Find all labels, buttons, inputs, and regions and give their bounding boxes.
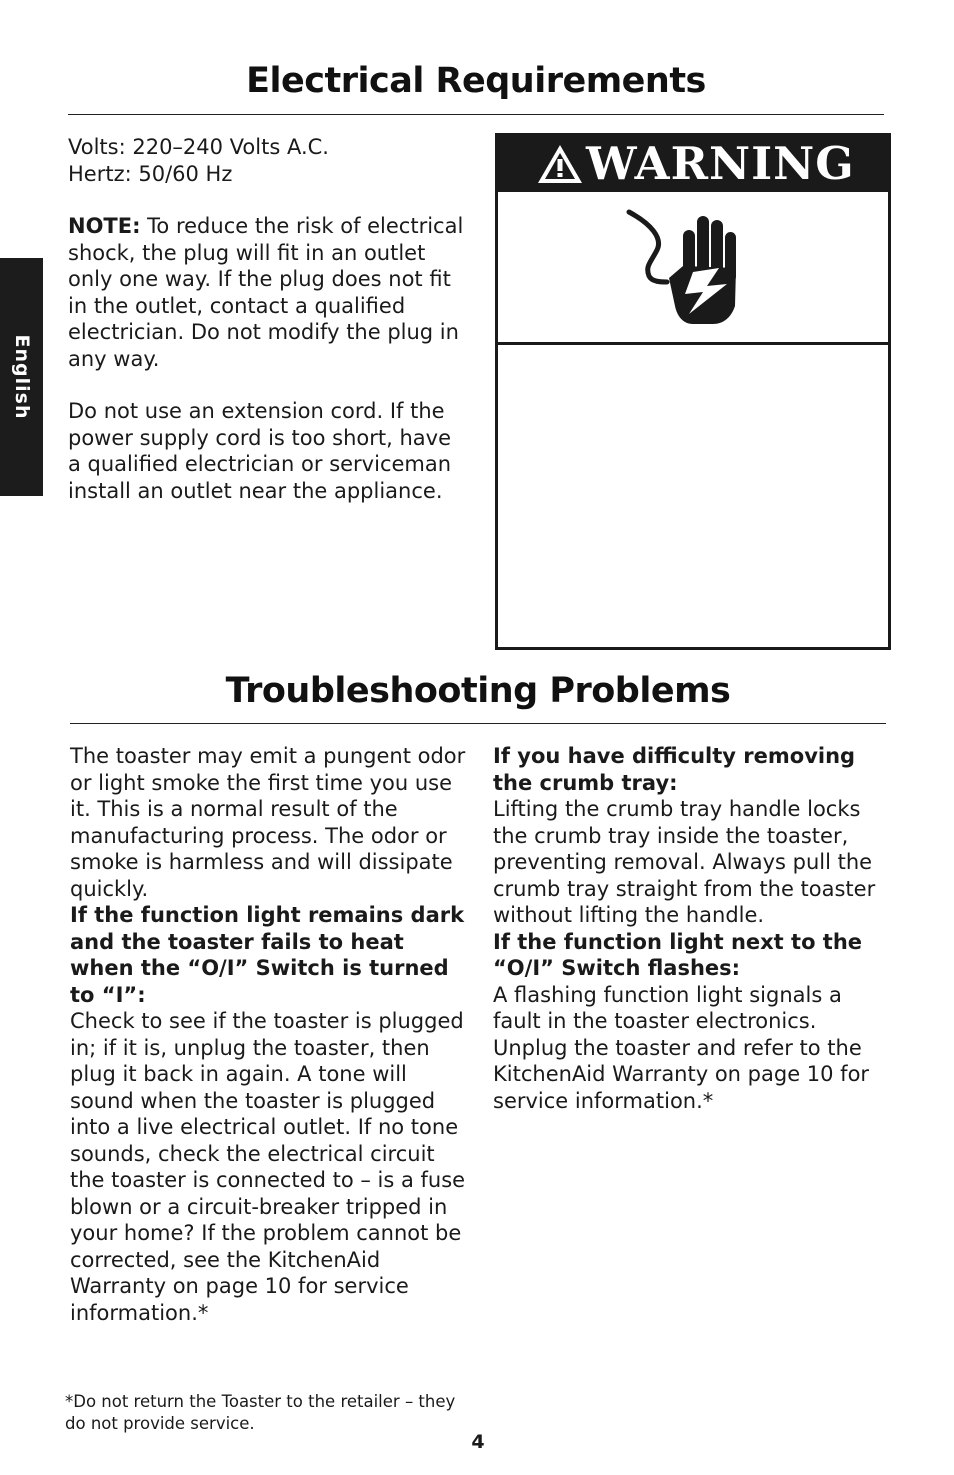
- item2-heading: If you have difficulty removing the crumb tray:: [493, 744, 856, 795]
- warning-header: [498, 136, 888, 192]
- note-text: To reduce the risk of electrical shock, the plug will fit in an outlet only one way. If the plug does not fit in the outlet, contact a qualified electrician. Do not modify the plug in any way.: [68, 214, 464, 371]
- electrical-text-block: [68, 134, 468, 504]
- side-tab-label: English: [10, 334, 33, 420]
- troubleshooting-rule: [70, 723, 886, 724]
- warning-triangle-icon: [536, 143, 584, 185]
- warning-word: WARNING: [586, 137, 855, 190]
- note-label: NOTE:: [68, 214, 141, 238]
- title-rule: [68, 114, 884, 115]
- volts-line: Volts: 220–240 Volts A.C.: [68, 135, 329, 159]
- warning-box: [495, 133, 891, 650]
- item3-heading: If the function light next to the “O/I” Switch flashes:: [493, 929, 863, 980]
- electrical-requirements-title: Electrical Requirements: [246, 61, 706, 101]
- troubleshooting-title: Troubleshooting Problems: [225, 671, 731, 711]
- item1-heading: If the function light remains dark and the toaster fails to heat when the “O/I” Switch is turned to “I”:: [70, 903, 465, 1007]
- intro-paragraph: The toaster may emit a pungent odor or light smoke the first time you use it. This is a normal result of the manufacturing process. The odor or smoke is harmless and will dissipate quickly.: [70, 744, 466, 901]
- footnote: *Do not return the Toaster to the retailer – they do not provide service.: [65, 1392, 456, 1433]
- warning-divider: [498, 342, 888, 345]
- troubleshooting-left-column: [70, 743, 470, 1326]
- note-paragraph: [68, 213, 468, 372]
- item3-text: A flashing function light signals a fault in the toaster electronics. Unplug the toaster and refer to the KitchenAid Warranty on page 10 for service information.*: [493, 982, 870, 1113]
- troubleshooting-right-column: [493, 743, 889, 1114]
- item1-text: Check to see if the toaster is plugged in; if it is, unplug the toaster, then plug it back in again. A tone will sound when the toaster is plugged into a live electrical outlet. If no tone sounds, check the electrical circuit the toaster is connected to – is a fuse blown or a circuit-breaker tripped in your home? If the problem cannot be corrected, see the KitchenAid Warranty on page 10 for service information.*: [70, 1009, 466, 1325]
- language-side-tab: [0, 258, 43, 496]
- hertz-line: Hertz: 50/60 Hz: [68, 161, 233, 186]
- extension-cord-paragraph: Do not use an extension cord. If the power supply cord is too short, have a qualified electrician or serviceman install an outlet near the appliance.: [68, 399, 452, 503]
- electrical-shock-hand-icon: [623, 206, 743, 331]
- page-number: 4: [471, 1431, 485, 1453]
- item2-text: Lifting the crumb tray handle locks the crumb tray inside the toaster, preventing removal. Always pull the crumb tray straight from the toaster without lifting the handle.: [493, 797, 876, 927]
